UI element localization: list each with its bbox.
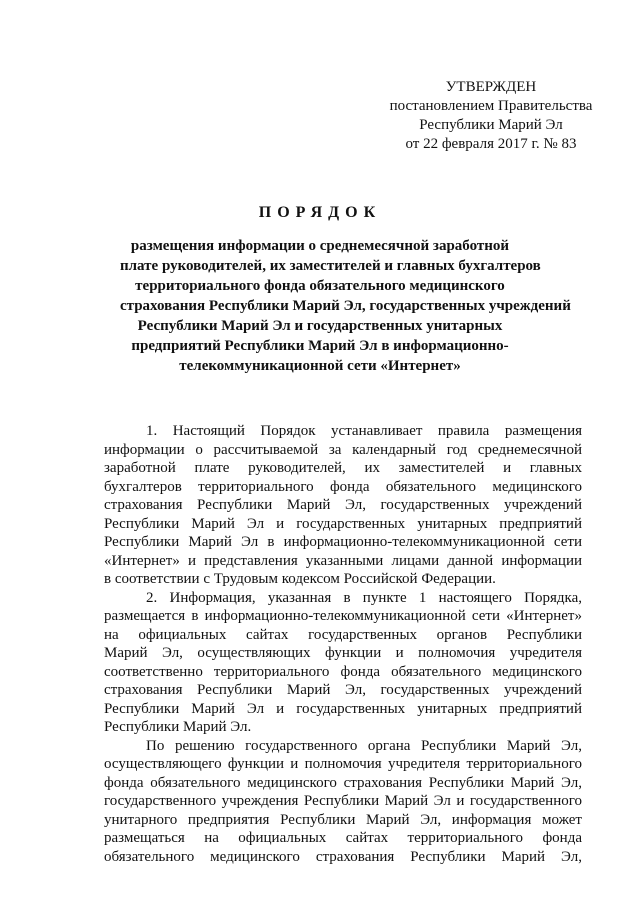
body-line: размещается в информационно-телекоммуникационной сети «Интернет» xyxy=(104,608,582,624)
body-line: размещаться на официальных сайтах территориального фонда xyxy=(104,830,582,846)
body-line: страхования Республики Марий Эл, государственных учреждений xyxy=(104,497,582,513)
body-line: государственного учреждения Республики Марий Эл и государственного xyxy=(104,793,582,809)
body-line: 1. Настоящий Порядок устанавливает правила размещения xyxy=(146,423,582,439)
paragraph-3 xyxy=(104,737,582,867)
body-line: Марий Эл, осуществляющих функции и полномочия учредителя xyxy=(104,645,582,661)
body-line: Республики Марий Эл и государственных унитарных предприятий xyxy=(104,700,582,717)
body-line: в соответствии с Трудовым кодексом Российской Федерации. xyxy=(104,571,496,587)
subtitle-line: плате руководителей, их заместителей и главных бухгалтеров xyxy=(120,258,541,274)
approval-date: от 22 февраля 2017 г. № 83 xyxy=(405,136,577,152)
approval-line-1: постановлением Правительства xyxy=(389,98,593,114)
document-subtitle xyxy=(120,236,571,376)
body-line: информации о рассчитываемой за календарный год среднемесячной xyxy=(104,441,582,458)
body-line: соответственно территориального фонда обязательного медицинского xyxy=(104,663,582,680)
subtitle-line: Республики Марий Эл и государственных унитарных xyxy=(137,318,503,334)
body-line: Республики Марий Эл и государственных унитарных предприятий xyxy=(104,515,582,532)
body-line: фонда обязательного медицинского страхования Республики Марий Эл, xyxy=(104,774,582,791)
body-line: страхования Республики Марий Эл, государственных учреждений xyxy=(104,682,582,698)
subtitle-line: размещения информации о среднемесячной заработной xyxy=(130,238,510,254)
body-line: на официальных сайтах государственных органов Республики xyxy=(104,626,582,643)
body-line: Республики Марий Эл. xyxy=(104,719,252,735)
subtitle-line: территориального фонда обязательного медицинского xyxy=(135,278,505,294)
body-line: обязательного медицинского страхования Республики Марий Эл, xyxy=(104,848,582,865)
body-line: унитарного предприятия Республики Марий Эл, информация может xyxy=(104,811,582,828)
paragraph-1 xyxy=(104,422,582,589)
document-title: ПОРЯДОК xyxy=(258,204,382,221)
body-line: заработной плате руководителей, их заместителей и главных xyxy=(104,460,582,476)
approval-line-2: Республики Марий Эл xyxy=(419,117,563,133)
paragraph-2 xyxy=(104,589,582,737)
subtitle-line: страхования Республики Марий Эл, государственных учреждений xyxy=(120,298,571,314)
body-line: бухгалтеров территориального фонда обязательного медицинского xyxy=(104,478,582,495)
body-line: «Интернет» и представления указанными лицами данной информации xyxy=(104,552,582,569)
approval-heading: УТВЕРЖДЕН xyxy=(445,79,537,95)
subtitle-line: предприятий Республики Марий Эл в информационно- xyxy=(131,338,509,354)
body-line: По решению государственного органа Республики Марий Эл, xyxy=(146,737,582,754)
subtitle-line: телекоммуникационной сети «Интернет» xyxy=(179,358,461,374)
body-line: Республики Марий Эл в информационно-телекоммуникационной сети xyxy=(104,534,582,550)
document-body xyxy=(104,422,582,866)
body-line: 2. Информация, указанная в пункте 1 настоящего Порядка, xyxy=(146,589,582,606)
body-line: осуществляющего функции и полномочия учредителя территориального xyxy=(104,756,582,772)
approval-block xyxy=(360,78,622,154)
